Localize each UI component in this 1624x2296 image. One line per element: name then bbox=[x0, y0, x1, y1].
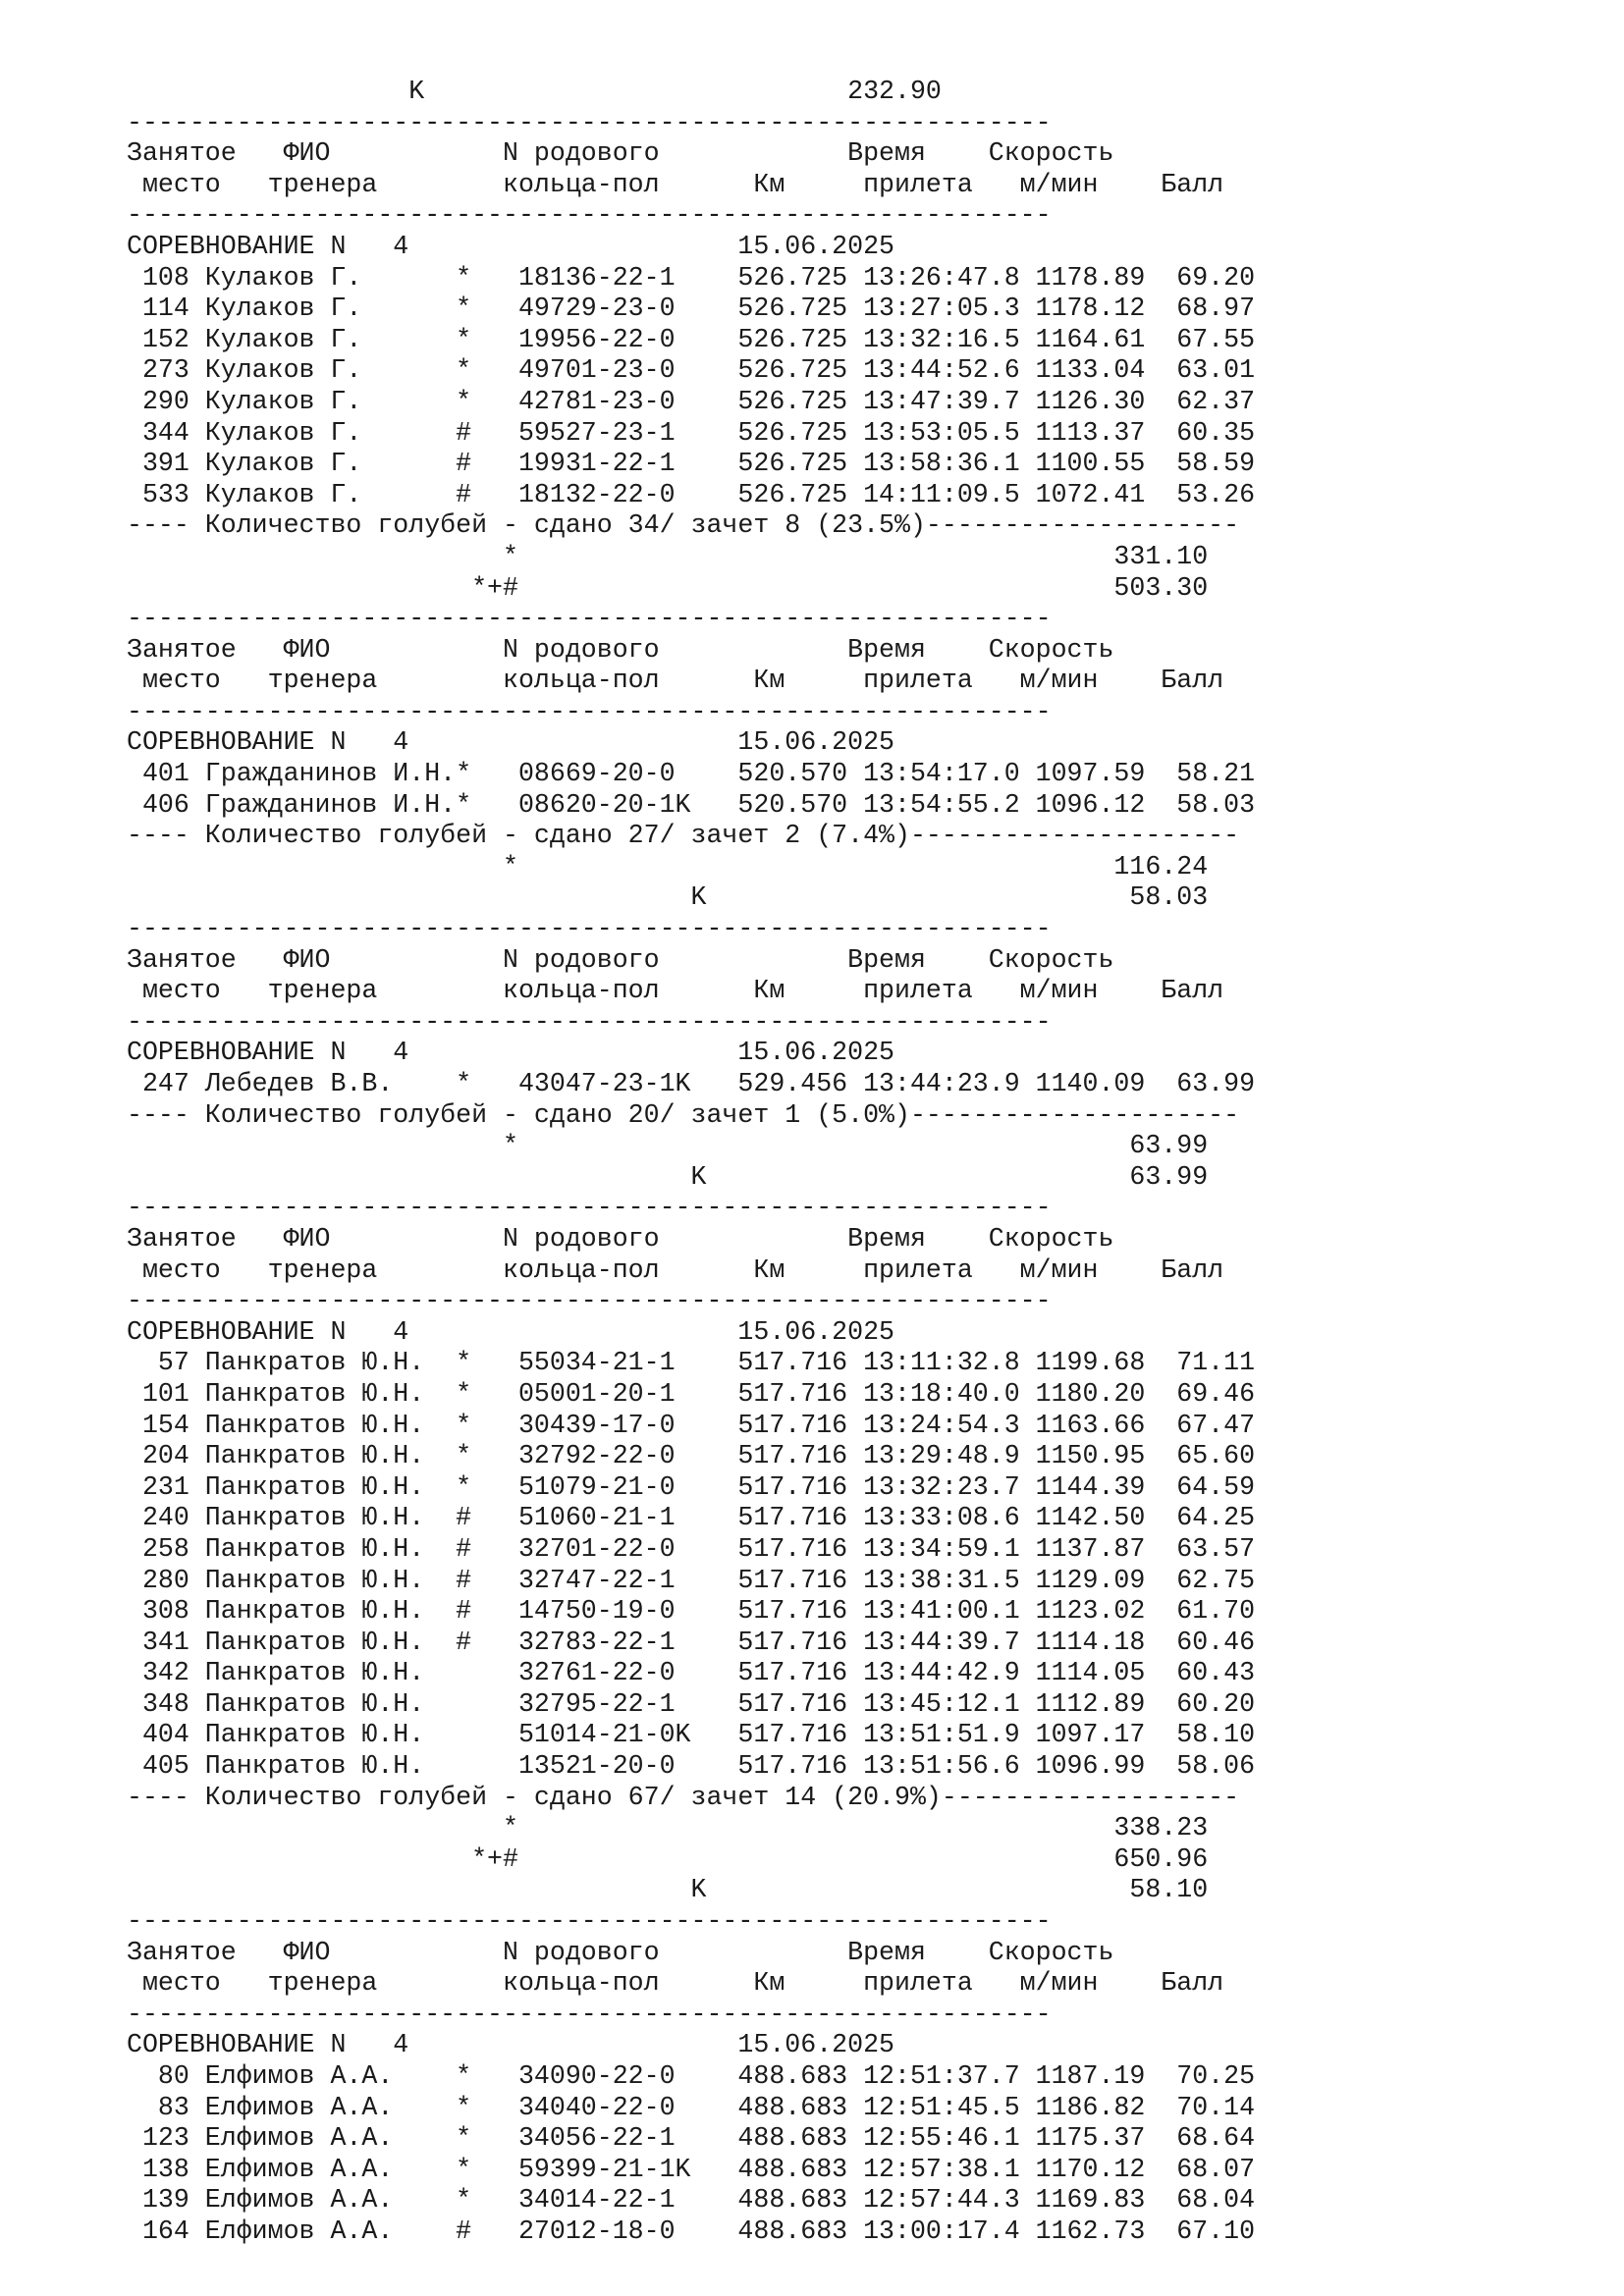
result-row: 258 Панкратов Ю.Н. # 32701-22-0 517.716 13:34:59.1 1137.87 63.57 bbox=[127, 1533, 1256, 1564]
result-row: 341 Панкратов Ю.Н. # 32783-22-1 517.716 13:44:39.7 1114.18 60.46 bbox=[127, 1627, 1256, 1657]
separator-line: ----------------------------------------------------------- bbox=[127, 107, 1052, 137]
table-header-row: Занятое ФИО N родового Время Скорость bbox=[127, 138, 1114, 169]
result-row: 404 Панкратов Ю.Н. 51014-21-0K 517.716 13:51:51.9 1097.17 58.10 bbox=[127, 1720, 1256, 1750]
result-row: 405 Панкратов Ю.Н. 13521-20-0 517.716 13:51:56.6 1096.99 58.06 bbox=[127, 1751, 1256, 1782]
result-row: 231 Панкратов Ю.Н. * 51079-21-0 517.716 13:32:23.7 1144.39 64.59 bbox=[127, 1471, 1256, 1502]
results-report bbox=[127, 77, 1255, 2248]
summary-line: ---- Количество голубей - сдано 67/ зачет 14 (20.9%)------------------- bbox=[127, 1782, 1240, 1812]
table-header-row: место тренера кольца-пол Км прилета м/мин Балл bbox=[127, 666, 1224, 696]
separator-line: ----------------------------------------------------------- bbox=[127, 1006, 1052, 1037]
result-row: 273 Кулаков Г. * 49701-23-0 526.725 13:44:52.6 1133.04 63.01 bbox=[127, 355, 1256, 386]
result-row: 391 Кулаков Г. # 19931-22-1 526.725 13:58:36.1 1100.55 58.59 bbox=[127, 449, 1256, 479]
result-row: 57 Панкратов Ю.Н. * 55034-21-1 517.716 13:11:32.8 1199.68 71.11 bbox=[127, 1348, 1256, 1378]
total-line: * 338.23 bbox=[127, 1813, 1209, 1843]
result-row: 344 Кулаков Г. # 59527-23-1 526.725 13:53:05.5 1113.37 60.35 bbox=[127, 417, 1256, 448]
result-row: 108 Кулаков Г. * 18136-22-1 526.725 13:26:47.8 1178.89 69.20 bbox=[127, 262, 1256, 293]
result-row: 401 Гражданинов И.Н.* 08669-20-0 520.570 13:54:17.0 1097.59 58.21 bbox=[127, 759, 1256, 789]
summary-line: ---- Количество голубей - сдано 27/ зачет 2 (7.4%)--------------------- bbox=[127, 821, 1240, 851]
table-header-row: Занятое ФИО N родового Время Скорость bbox=[127, 634, 1114, 665]
total-line: * 116.24 bbox=[127, 851, 1209, 881]
table-header-row: место тренера кольца-пол Км прилета м/мин Балл bbox=[127, 169, 1224, 199]
result-row: 533 Кулаков Г. # 18132-22-0 526.725 14:11:09.5 1072.41 53.26 bbox=[127, 479, 1256, 509]
result-row: 80 Елфимов А.А. * 34090-22-0 488.683 12:51:37.7 1187.19 70.25 bbox=[127, 2061, 1256, 2091]
total-line: K 232.90 bbox=[127, 77, 942, 106]
result-row: 406 Гражданинов И.Н.* 08620-20-1K 520.570 13:54:55.2 1096.12 58.03 bbox=[127, 789, 1256, 820]
separator-line: ----------------------------------------------------------- bbox=[127, 696, 1052, 726]
result-row: 123 Елфимов А.А. * 34056-22-1 488.683 12:55:46.1 1175.37 68.64 bbox=[127, 2123, 1256, 2154]
separator-line: ----------------------------------------------------------- bbox=[127, 1999, 1052, 2029]
result-row: 290 Кулаков Г. * 42781-23-0 526.725 13:47:39.7 1126.30 62.37 bbox=[127, 386, 1256, 416]
competition-heading: СОРЕВНОВАНИЕ N 4 15.06.2025 bbox=[127, 231, 894, 261]
total-line: K 58.03 bbox=[127, 882, 1209, 913]
summary-line: ---- Количество голубей - сдано 34/ зачет 8 (23.5%)-------------------- bbox=[127, 510, 1240, 541]
result-row: 139 Елфимов А.А. * 34014-22-1 488.683 12:57:44.3 1169.83 68.04 bbox=[127, 2185, 1256, 2216]
result-row: 348 Панкратов Ю.Н. 32795-22-1 517.716 13:45:12.1 1112.89 60.20 bbox=[127, 1688, 1256, 1719]
result-row: 152 Кулаков Г. * 19956-22-0 526.725 13:32:16.5 1164.61 67.55 bbox=[127, 324, 1256, 354]
result-row: 342 Панкратов Ю.Н. 32761-22-0 517.716 13:44:42.9 1114.05 60.43 bbox=[127, 1658, 1256, 1688]
competition-heading: СОРЕВНОВАНИЕ N 4 15.06.2025 bbox=[127, 2030, 894, 2060]
result-row: 83 Елфимов А.А. * 34040-22-0 488.683 12:51:45.5 1186.82 70.14 bbox=[127, 2092, 1256, 2122]
separator-line: ----------------------------------------------------------- bbox=[127, 1193, 1052, 1223]
table-header-row: Занятое ФИО N родового Время Скорость bbox=[127, 1223, 1114, 1254]
result-row: 280 Панкратов Ю.Н. # 32747-22-1 517.716 13:38:31.5 1129.09 62.75 bbox=[127, 1565, 1256, 1595]
competition-heading: СОРЕВНОВАНИЕ N 4 15.06.2025 bbox=[127, 1316, 894, 1347]
result-row: 114 Кулаков Г. * 49729-23-0 526.725 13:27:05.3 1178.12 68.97 bbox=[127, 294, 1256, 324]
table-header-row: Занятое ФИО N родового Время Скорость bbox=[127, 944, 1114, 975]
result-row: 164 Елфимов А.А. # 27012-18-0 488.683 13:00:17.4 1162.73 67.10 bbox=[127, 2216, 1256, 2246]
total-line: *+# 650.96 bbox=[127, 1843, 1209, 1874]
separator-line: ----------------------------------------------------------- bbox=[127, 604, 1052, 634]
total-line: * 331.10 bbox=[127, 541, 1209, 571]
table-header-row: место тренера кольца-пол Км прилета м/мин Балл bbox=[127, 1968, 1224, 1999]
result-row: 240 Панкратов Ю.Н. # 51060-21-1 517.716 13:33:08.6 1142.50 64.25 bbox=[127, 1503, 1256, 1533]
table-header-row: место тренера кольца-пол Км прилета м/мин Балл bbox=[127, 976, 1224, 1006]
summary-line: ---- Количество голубей - сдано 20/ зачет 1 (5.0%)--------------------- bbox=[127, 1099, 1240, 1130]
competition-heading: СОРЕВНОВАНИЕ N 4 15.06.2025 bbox=[127, 727, 894, 758]
competition-heading: СОРЕВНОВАНИЕ N 4 15.06.2025 bbox=[127, 1038, 894, 1068]
total-line: K 63.99 bbox=[127, 1161, 1209, 1192]
total-line: * 63.99 bbox=[127, 1131, 1209, 1161]
result-row: 101 Панкратов Ю.Н. * 05001-20-1 517.716 13:18:40.0 1180.20 69.46 bbox=[127, 1378, 1256, 1409]
total-line: K 58.10 bbox=[127, 1875, 1209, 1905]
result-row: 247 Лебедев В.В. * 43047-23-1K 529.456 13:44:23.9 1140.09 63.99 bbox=[127, 1069, 1256, 1098]
separator-line: ----------------------------------------------------------- bbox=[127, 1286, 1052, 1316]
separator-line: ----------------------------------------------------------- bbox=[127, 914, 1052, 944]
table-header-row: Занятое ФИО N родового Время Скорость bbox=[127, 1937, 1114, 1967]
separator-line: ----------------------------------------------------------- bbox=[127, 1906, 1052, 1937]
result-row: 204 Панкратов Ю.Н. * 32792-22-0 517.716 13:29:48.9 1150.95 65.60 bbox=[127, 1441, 1256, 1471]
total-line: *+# 503.30 bbox=[127, 572, 1209, 603]
separator-line: ----------------------------------------------------------- bbox=[127, 200, 1052, 231]
table-header-row: место тренера кольца-пол Км прилета м/мин Балл bbox=[127, 1255, 1224, 1285]
result-row: 308 Панкратов Ю.Н. # 14750-19-0 517.716 13:41:00.1 1123.02 61.70 bbox=[127, 1596, 1256, 1627]
result-row: 138 Елфимов А.А. * 59399-21-1K 488.683 12:57:38.1 1170.12 68.07 bbox=[127, 2154, 1256, 2184]
result-row: 154 Панкратов Ю.Н. * 30439-17-0 517.716 13:24:54.3 1163.66 67.47 bbox=[127, 1410, 1256, 1440]
